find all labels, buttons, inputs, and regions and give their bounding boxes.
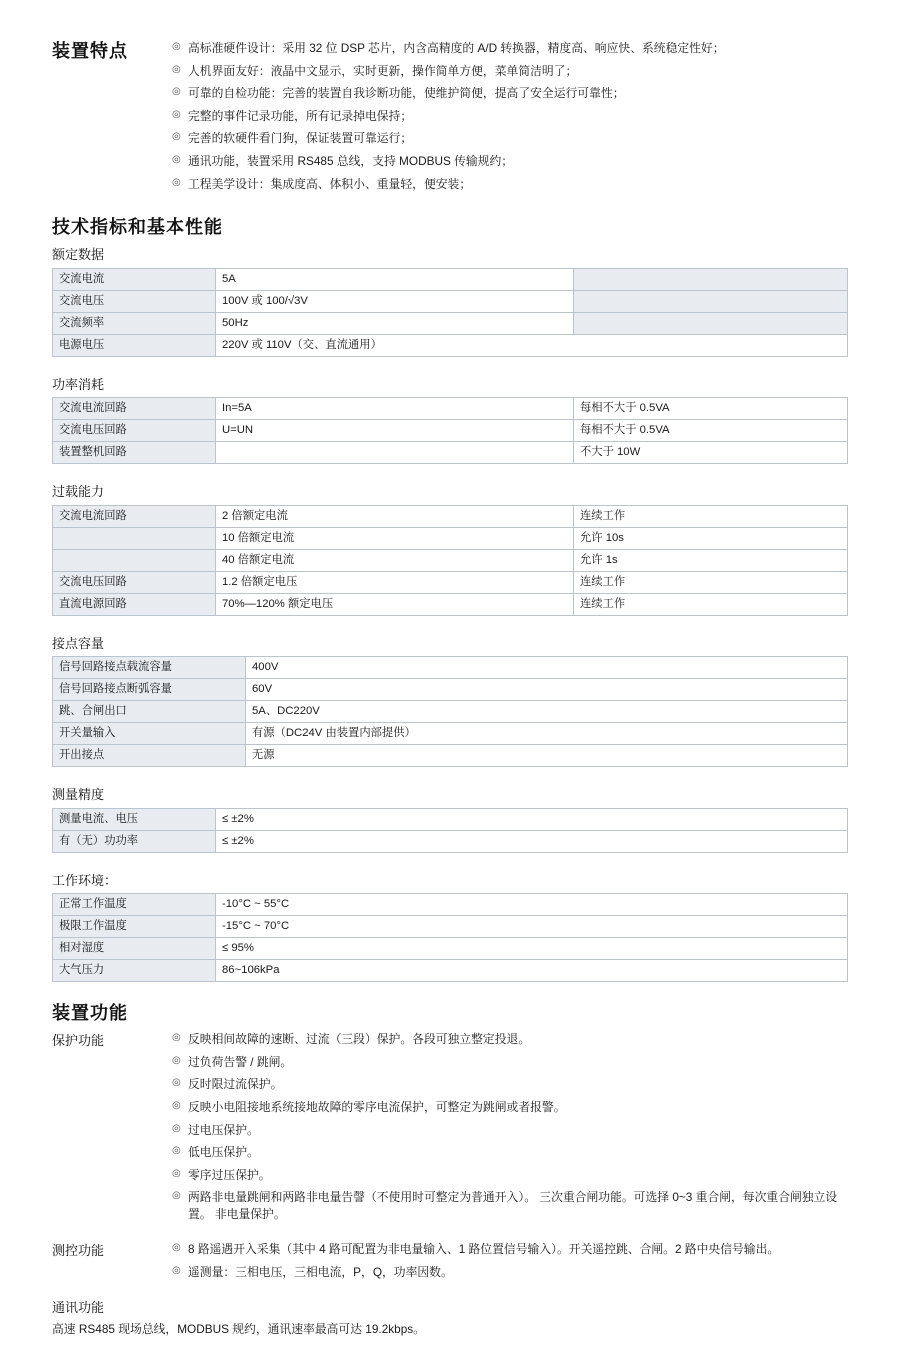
table-row (53, 830, 848, 852)
list-item-text: 通讯功能，装置采用 RS485 总线，支持 MODBUS 传输规约； (188, 153, 514, 168)
table-row (53, 938, 848, 960)
table-row (53, 723, 848, 745)
measure-function-section (52, 1241, 848, 1286)
list-item (172, 130, 848, 147)
bullet-icon: ◎ (172, 86, 181, 98)
table-power-consumption (52, 397, 848, 464)
list-item-text: 过电压保护。 (188, 1122, 259, 1137)
group-title-overload: 过载能力 (52, 484, 105, 500)
cell-key: 装置整机回路 (53, 442, 216, 464)
specs-title: 技术指标和基本性能 (52, 217, 223, 238)
cell-value: 60V (246, 679, 848, 701)
bullet-icon: ◎ (172, 1264, 181, 1276)
list-item (172, 1167, 848, 1184)
cell-key (53, 549, 216, 571)
cell-key: 开关量输入 (53, 723, 246, 745)
table-row (53, 549, 848, 571)
list-item (172, 1031, 848, 1048)
bullet-icon: ◎ (172, 63, 181, 75)
cell-key: 交流电压 (53, 290, 216, 312)
cell-value: 220V 或 110V（交、直流通用） (216, 334, 848, 356)
cell-value2: 不大于 10W (574, 442, 848, 464)
list-item (172, 108, 848, 125)
protection-label-wrap (52, 1031, 172, 1054)
cell-key: 交流电流 (53, 268, 216, 290)
cell-value: 100V 或 100/√3V (216, 290, 574, 312)
table-row (53, 527, 848, 549)
list-item-text: 8 路遥遇开入采集（其中 4 路可配置为非电量输入、1 路位置信号输入）。开关遥控跳、合闸。2 路中央信号输出。 (188, 1242, 780, 1256)
table-row (53, 808, 848, 830)
cell-value: 有源（DC24V 由装置内部提供） (246, 723, 848, 745)
features-list (172, 40, 848, 193)
protection-function-section (52, 1031, 848, 1229)
cell-blank (574, 312, 848, 334)
measure-label-wrap (52, 1241, 172, 1264)
features-title-wrap (52, 38, 172, 69)
list-item (172, 1189, 848, 1223)
list-item (172, 1144, 848, 1161)
list-item (172, 153, 848, 170)
group-title-power: 功率消耗 (52, 376, 105, 392)
cell-value: 无源 (246, 745, 848, 767)
table-row (53, 268, 848, 290)
bullet-icon: ◎ (172, 1167, 181, 1179)
table-row (53, 290, 848, 312)
list-item-text: 遥测量：三相电压，三相电流，P，Q，功率因数。 (188, 1264, 453, 1279)
list-item-text: 高标准硬件设计：采用 32 位 DSP 芯片，内含高精度的 A/D 转换器，精度高、响应快、系统稳定性好； (188, 41, 725, 55)
list-item (172, 1241, 848, 1258)
table-row (53, 334, 848, 356)
bullet-icon: ◎ (172, 176, 181, 188)
list-item (172, 1076, 848, 1093)
cell-value: ≤ 95% (216, 938, 848, 960)
cell-key: 交流频率 (53, 312, 216, 334)
bullet-icon: ◎ (172, 1190, 181, 1202)
cell-blank (574, 268, 848, 290)
cell-value (216, 442, 574, 464)
cell-key: 电源电压 (53, 334, 216, 356)
measure-list (172, 1241, 848, 1281)
list-item-text: 低电压保护。 (188, 1145, 259, 1160)
list-item (172, 1099, 848, 1116)
list-item (172, 1122, 848, 1139)
bullet-icon: ◎ (172, 1099, 181, 1111)
table-row (53, 442, 848, 464)
table-row (53, 312, 848, 334)
table-row (53, 745, 848, 767)
table-row (53, 657, 848, 679)
list-item-text: 可靠的自检功能：完善的装置自我诊断功能，使维护简便，提高了安全运行可靠性； (188, 86, 625, 101)
bullet-icon: ◎ (172, 1242, 181, 1253)
bullet-icon: ◎ (172, 1122, 181, 1134)
cell-value2: 连续工作 (574, 505, 848, 527)
cell-value: In=5A (216, 398, 574, 420)
features-body (172, 38, 848, 198)
table-contact-capacity (52, 656, 848, 767)
bullet-icon: ◎ (172, 1077, 181, 1089)
table-row (53, 398, 848, 420)
comm-text: 高速 RS485 现场总线，MODBUS 规约，通讯速率最高可达 19.2kbps。 (52, 1321, 425, 1336)
protection-list (172, 1031, 848, 1223)
list-item-text: 两路非电量跳闸和两路非电量告謦（不使用时可整定为普通开入）。 三次重合闸功能。可选择 0~3 重合闸，每次重合闸独立设置。 非电量保护。 (188, 1190, 838, 1222)
list-item-text: 工程美学设计：集成度高、体积小、重量轻，便安装； (188, 176, 472, 191)
cell-key: 相对湿度 (53, 938, 216, 960)
cell-key: 交流电流回路 (53, 398, 216, 420)
cell-value2: 允许 1s (574, 549, 848, 571)
cell-value: 400V (246, 657, 848, 679)
comm-label: 通讯功能 (52, 1300, 105, 1316)
bullet-icon: ◎ (172, 1145, 181, 1157)
cell-key: 正常工作温度 (53, 894, 216, 916)
cell-key: 大气压力 (53, 960, 216, 982)
list-item-text: 完善的软硬件看门狗，保证装置可靠运行； (188, 131, 413, 146)
cell-value: 5A (216, 268, 574, 290)
measure-body (172, 1241, 848, 1286)
cell-key: 信号回路接点载流容量 (53, 657, 246, 679)
cell-value: 40 倍额定电流 (216, 549, 574, 571)
table-row (53, 679, 848, 701)
table-working-environment (52, 893, 848, 982)
cell-key: 信号回路接点断弧容量 (53, 679, 246, 701)
list-item (172, 85, 848, 102)
cell-value: 86~106kPa (216, 960, 848, 982)
features-title: 装置特点 (52, 41, 128, 61)
group-title-contact: 接点容量 (52, 635, 105, 651)
cell-key: 开出接点 (53, 745, 246, 767)
cell-value: -15°C ~ 70°C (216, 916, 848, 938)
table-measure-accuracy (52, 808, 848, 853)
cell-value: U=UN (216, 420, 574, 442)
list-item (172, 63, 848, 80)
table-row (53, 420, 848, 442)
cell-key: 交流电流回路 (53, 505, 216, 527)
list-item-text: 零序过压保护。 (188, 1167, 271, 1182)
bullet-icon: ◎ (172, 131, 181, 143)
cell-value2: 连续工作 (574, 593, 848, 615)
cell-value: ≤ ±2% (216, 808, 848, 830)
measure-label: 测控功能 (52, 1243, 105, 1258)
list-item-text: 过负荷告警 / 跳闸。 (188, 1054, 293, 1069)
bullet-icon: ◎ (172, 1054, 181, 1066)
list-item (172, 1264, 848, 1281)
group-title-accuracy: 测量精度 (52, 787, 105, 803)
cell-key (53, 527, 216, 549)
cell-key: 测量电流、电压 (53, 808, 216, 830)
list-item-text: 完整的事件记录功能，所有记录掉电保持； (188, 108, 413, 123)
cell-value2: 连续工作 (574, 571, 848, 593)
list-item (172, 176, 848, 193)
table-row (53, 593, 848, 615)
list-item-text: 反映小电阻接地系统接地故障的零序电流保护，可整定为跳闸或者报警。 (188, 1099, 566, 1114)
comm-function-section (52, 1298, 848, 1338)
functions-title: 装置功能 (52, 1003, 128, 1024)
cell-key: 交流电压回路 (53, 571, 216, 593)
cell-value: ≤ ±2% (216, 830, 848, 852)
bullet-icon: ◎ (172, 108, 181, 120)
list-item (172, 1054, 848, 1071)
cell-value: 1.2 倍额定电压 (216, 571, 574, 593)
cell-value: 70%—120% 额定电压 (216, 593, 574, 615)
protection-label: 保护功能 (52, 1033, 105, 1049)
cell-key: 交流电压回路 (53, 420, 216, 442)
list-item-text: 反时限过流保护。 (188, 1077, 283, 1092)
cell-value2: 每相不大于 0.5VA (574, 398, 848, 420)
group-title-environment: 工作环境： (52, 872, 118, 888)
table-overload (52, 505, 848, 616)
cell-value2: 每相不大于 0.5VA (574, 420, 848, 442)
cell-value: 50Hz (216, 312, 574, 334)
cell-value: 5A、DC220V (246, 701, 848, 723)
bullet-icon: ◎ (172, 41, 181, 52)
protection-body (172, 1031, 848, 1229)
cell-key: 直流电源回路 (53, 593, 216, 615)
cell-value2: 允许 10s (574, 527, 848, 549)
group-title-rated: 额定数据 (52, 247, 105, 263)
bullet-icon: ◎ (172, 153, 181, 165)
table-row (53, 505, 848, 527)
table-row (53, 916, 848, 938)
table-row (53, 571, 848, 593)
bullet-icon: ◎ (172, 1032, 181, 1044)
table-rated-data (52, 268, 848, 357)
list-item (172, 40, 848, 57)
cell-key: 跳、合闸出口 (53, 701, 246, 723)
cell-value: -10°C ~ 55°C (216, 894, 848, 916)
table-row (53, 894, 848, 916)
table-row (53, 960, 848, 982)
cell-key: 极限工作温度 (53, 916, 216, 938)
cell-key: 有（无）功功率 (53, 830, 216, 852)
list-item-text: 人机界面友好：液晶中文显示，实时更新，操作简单方便，菜单简洁明了； (188, 63, 578, 78)
table-row (53, 701, 848, 723)
list-item-text: 反映相间故障的速断、过流（三段）保护。各段可独立整定投退。 (188, 1032, 531, 1047)
features-section (52, 38, 848, 198)
cell-value: 10 倍额定电流 (216, 527, 574, 549)
cell-value: 2 倍额定电流 (216, 505, 574, 527)
cell-blank (574, 290, 848, 312)
